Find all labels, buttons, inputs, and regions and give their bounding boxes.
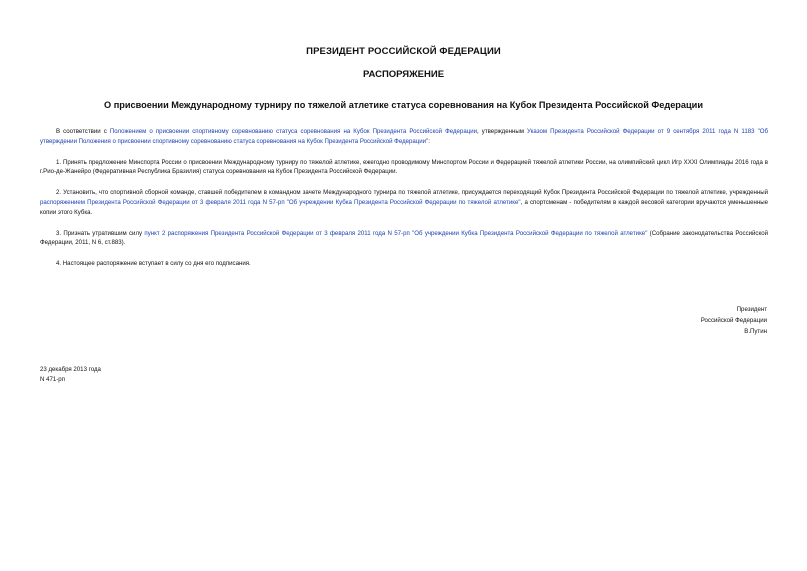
document-body	[40, 127, 768, 280]
paragraph-3	[40, 229, 768, 249]
issuer-heading: ПРЕЗИДЕНТ РОССИЙСКОЙ ФЕДЕРАЦИИ	[306, 46, 501, 57]
cup-order-link[interactable]: распоряжением Президента Российской Федерации от 3 февраля 2011 года N 57-рп "Об учреждении Кубка Президента Российской Федерации по тяжелой атлетике"	[40, 198, 521, 206]
paragraph-2	[40, 188, 768, 217]
document-title: О присвоении Международному турниру по тяжелой атлетике статуса соревнования на Кубок Президента Российской Федерации	[104, 100, 703, 110]
signature-country: Российской Федерации	[700, 317, 767, 324]
paragraph-1: 1. Принять предложение Минспорта России о присвоении Международному турниру по тяжелой атлетике, ежегодно проводимому Минспортом России и Федерацией тяжелой атлетики России, на олимпийский цикл Игр XXXI Олимпиады 2016 года в г.Рио-де-Жанейро (Федеративная Республика Бразилия) статуса соревнования на Кубок Президента Российской Федерации.	[40, 158, 768, 176]
preamble-text-3: :	[428, 137, 430, 145]
date-number-block	[40, 365, 101, 385]
preamble-text-2: , утвержденным	[477, 128, 528, 135]
paragraph-2-text-2: , а спортсменам - победителям в каждой весовой категории вручаются уменьшенные копии этого Кубка.	[40, 198, 769, 216]
document-number: N 471-рп	[40, 376, 65, 383]
preamble-text-1: В соответствии с	[56, 128, 110, 135]
document-type-heading: РАСПОРЯЖЕНИЕ	[362, 69, 445, 80]
regulation-link[interactable]: Положением о присвоении спортивному соревнованию статуса соревнования на Кубок Президента Российской Федерации	[109, 128, 478, 135]
paragraph-3-text-2: (Собрание законодательства Российской Федерации, 2011, N 6, ст.883).	[40, 229, 769, 247]
signature-name: В.Путин	[744, 328, 767, 335]
decree-link[interactable]: Указом Президента Российской Федерации от 9 сентября 2011 года N 1183 "Об утверждении Положения о присвоении спортивному соревнованию статуса соревнования на Кубок Президента Российской Федерации"	[40, 128, 769, 145]
repealed-clause-link[interactable]: пункт 2 распоряжения Президента Российской Федерации от 3 февраля 2011 года N 57-рп "Об учреждении Кубка Президента Российской Федерации по тяжелой атлетике"	[144, 229, 648, 237]
document-date: 23 декабря 2013 года	[40, 366, 101, 373]
paragraph-4: 4. Настоящее распоряжение вступает в силу со дня его подписания.	[56, 260, 251, 268]
paragraph-3-text-1: 3. Признать утратившим силу	[56, 229, 145, 237]
signature-position: Президент	[736, 306, 767, 313]
signature-block	[701, 304, 767, 337]
preamble-paragraph	[40, 127, 768, 147]
paragraph-2-text-1: 2. Установить, что спортивной сборной команде, ставшей победителем в командном зачете Международного турнира по тяжелой атлетике, присуждается переходящий Кубок Президента Российской Федерации по тяжелой атлетике, учрежденный	[56, 189, 768, 197]
